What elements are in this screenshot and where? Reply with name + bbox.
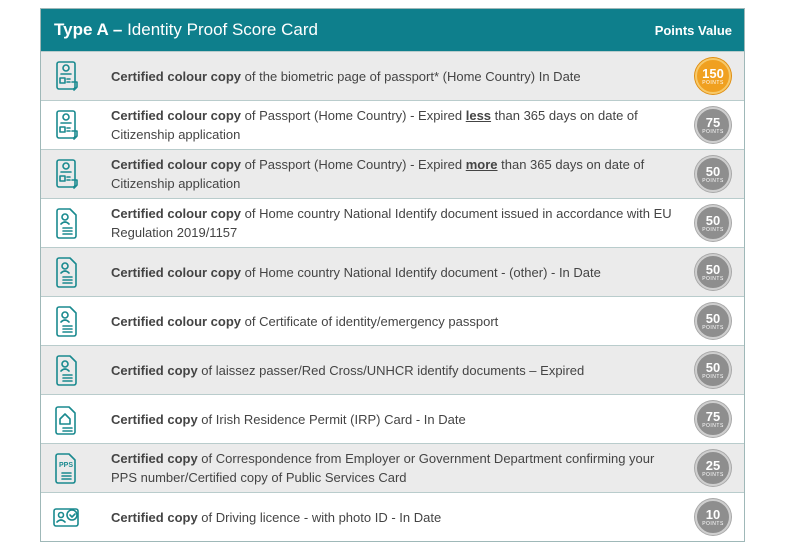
description-text: of Home country National Identify document - (other) - In Date — [241, 264, 601, 280]
document-description — [93, 263, 682, 282]
passport-icon — [41, 158, 93, 190]
description-text: of Driving licence - with photo ID - In Date — [197, 509, 442, 525]
points-number: 10 — [705, 506, 721, 522]
copy-type-label: Certified colour copy — [111, 108, 242, 123]
document-description — [93, 312, 682, 331]
description-text-continued: than 365 days on date of Citizenship application — [111, 157, 645, 191]
score-card — [40, 8, 745, 542]
points-badge — [695, 401, 731, 437]
id-document-icon — [41, 207, 93, 239]
id-document-icon — [41, 354, 93, 386]
points-unit-label: POINTS — [702, 177, 724, 184]
copy-type-label: Certified colour copy — [111, 264, 242, 280]
points-unit-label: POINTS — [702, 275, 724, 282]
points-cell — [682, 450, 744, 486]
id-document-icon — [41, 256, 93, 288]
points-number: 50 — [705, 359, 721, 375]
points-cell — [682, 352, 744, 388]
description-text: of Certificate of identity/emergency passport — [241, 313, 499, 329]
points-number: 150 — [702, 65, 724, 81]
score-row — [41, 149, 744, 198]
score-row — [41, 51, 744, 100]
points-badge — [695, 58, 731, 94]
document-description — [93, 410, 682, 429]
points-badge — [695, 352, 731, 388]
description-text-continued: than 365 days on date of Citizenship application — [111, 108, 638, 142]
description-text: of laissez passer/Red Cross/UNHCR identify documents – Expired — [197, 362, 585, 378]
score-row — [41, 198, 744, 247]
copy-type-label: Certified copy — [111, 451, 198, 466]
points-badge — [695, 450, 731, 486]
pps-document-icon — [41, 452, 93, 484]
points-badge — [695, 156, 731, 192]
points-cell — [682, 499, 744, 535]
svg-text:PPS: PPS — [58, 462, 74, 469]
document-description — [93, 67, 682, 86]
title-type-label: Type A – — [54, 20, 123, 39]
copy-type-label: Certified colour copy — [111, 313, 242, 329]
points-unit-label: POINTS — [702, 226, 724, 233]
copy-type-label: Certified colour copy — [111, 68, 242, 84]
points-value-header: Points Value — [654, 22, 732, 38]
residence-permit-icon — [41, 403, 93, 435]
description-text: of Passport (Home Country) - Expired — [241, 157, 466, 172]
points-unit-label: POINTS — [702, 79, 724, 86]
score-row — [41, 345, 744, 394]
points-cell — [682, 156, 744, 192]
score-row — [41, 492, 744, 541]
points-unit-label: POINTS — [702, 373, 724, 380]
description-text: of Passport (Home Country) - Expired — [241, 108, 466, 123]
passport-icon — [41, 109, 93, 141]
document-description — [93, 508, 682, 527]
points-badge — [695, 205, 731, 241]
description-text: of the biometric page of passport* (Home Country) In Date — [241, 68, 581, 84]
points-number: 50 — [705, 310, 721, 326]
copy-type-label: Certified copy — [111, 509, 198, 525]
points-number: 25 — [705, 457, 721, 473]
points-unit-label: POINTS — [702, 520, 724, 527]
points-unit-label: POINTS — [702, 128, 724, 135]
document-description — [93, 361, 682, 380]
points-number: 50 — [705, 261, 721, 277]
points-badge — [695, 107, 731, 143]
driving-licence-icon — [41, 503, 93, 531]
points-unit-label: POINTS — [702, 324, 724, 331]
description-text: of Home country National Identify document issued in accordance with EU Regulation 2019/1157 — [111, 206, 672, 240]
copy-type-label: Certified copy — [111, 411, 198, 427]
document-description — [93, 449, 682, 487]
description-text: of Irish Residence Permit (IRP) Card - In Date — [197, 411, 466, 427]
title-text: Identity Proof Score Card — [127, 20, 318, 39]
copy-type-label: Certified copy — [111, 362, 198, 378]
points-cell — [682, 303, 744, 339]
points-cell — [682, 205, 744, 241]
points-cell — [682, 254, 744, 290]
points-number: 50 — [705, 212, 721, 228]
score-row — [41, 394, 744, 443]
id-document-icon — [41, 305, 93, 337]
points-number: 75 — [705, 408, 721, 424]
card-header — [41, 9, 744, 51]
points-badge — [695, 303, 731, 339]
points-unit-label: POINTS — [702, 471, 724, 478]
score-row — [41, 100, 744, 149]
score-rows — [41, 51, 744, 541]
points-cell — [682, 401, 744, 437]
description-text: of Correspondence from Employer or Government Department confirming your PPS number/Certified copy of Public Services Card — [111, 451, 655, 485]
copy-type-label: Certified colour copy — [111, 206, 242, 221]
points-unit-label: POINTS — [702, 422, 724, 429]
document-description — [93, 155, 682, 193]
document-description — [93, 204, 682, 242]
points-badge — [695, 254, 731, 290]
score-row — [41, 247, 744, 296]
copy-type-label: Certified colour copy — [111, 157, 242, 172]
points-badge — [695, 499, 731, 535]
points-number: 75 — [705, 114, 721, 130]
card-title — [54, 20, 318, 40]
points-cell — [682, 58, 744, 94]
points-cell — [682, 107, 744, 143]
emphasis-text: less — [465, 108, 492, 123]
points-number: 50 — [705, 163, 721, 179]
score-row — [41, 443, 744, 492]
score-row — [41, 296, 744, 345]
document-description — [93, 106, 682, 144]
passport-icon — [41, 60, 93, 92]
emphasis-text: more — [465, 157, 498, 172]
